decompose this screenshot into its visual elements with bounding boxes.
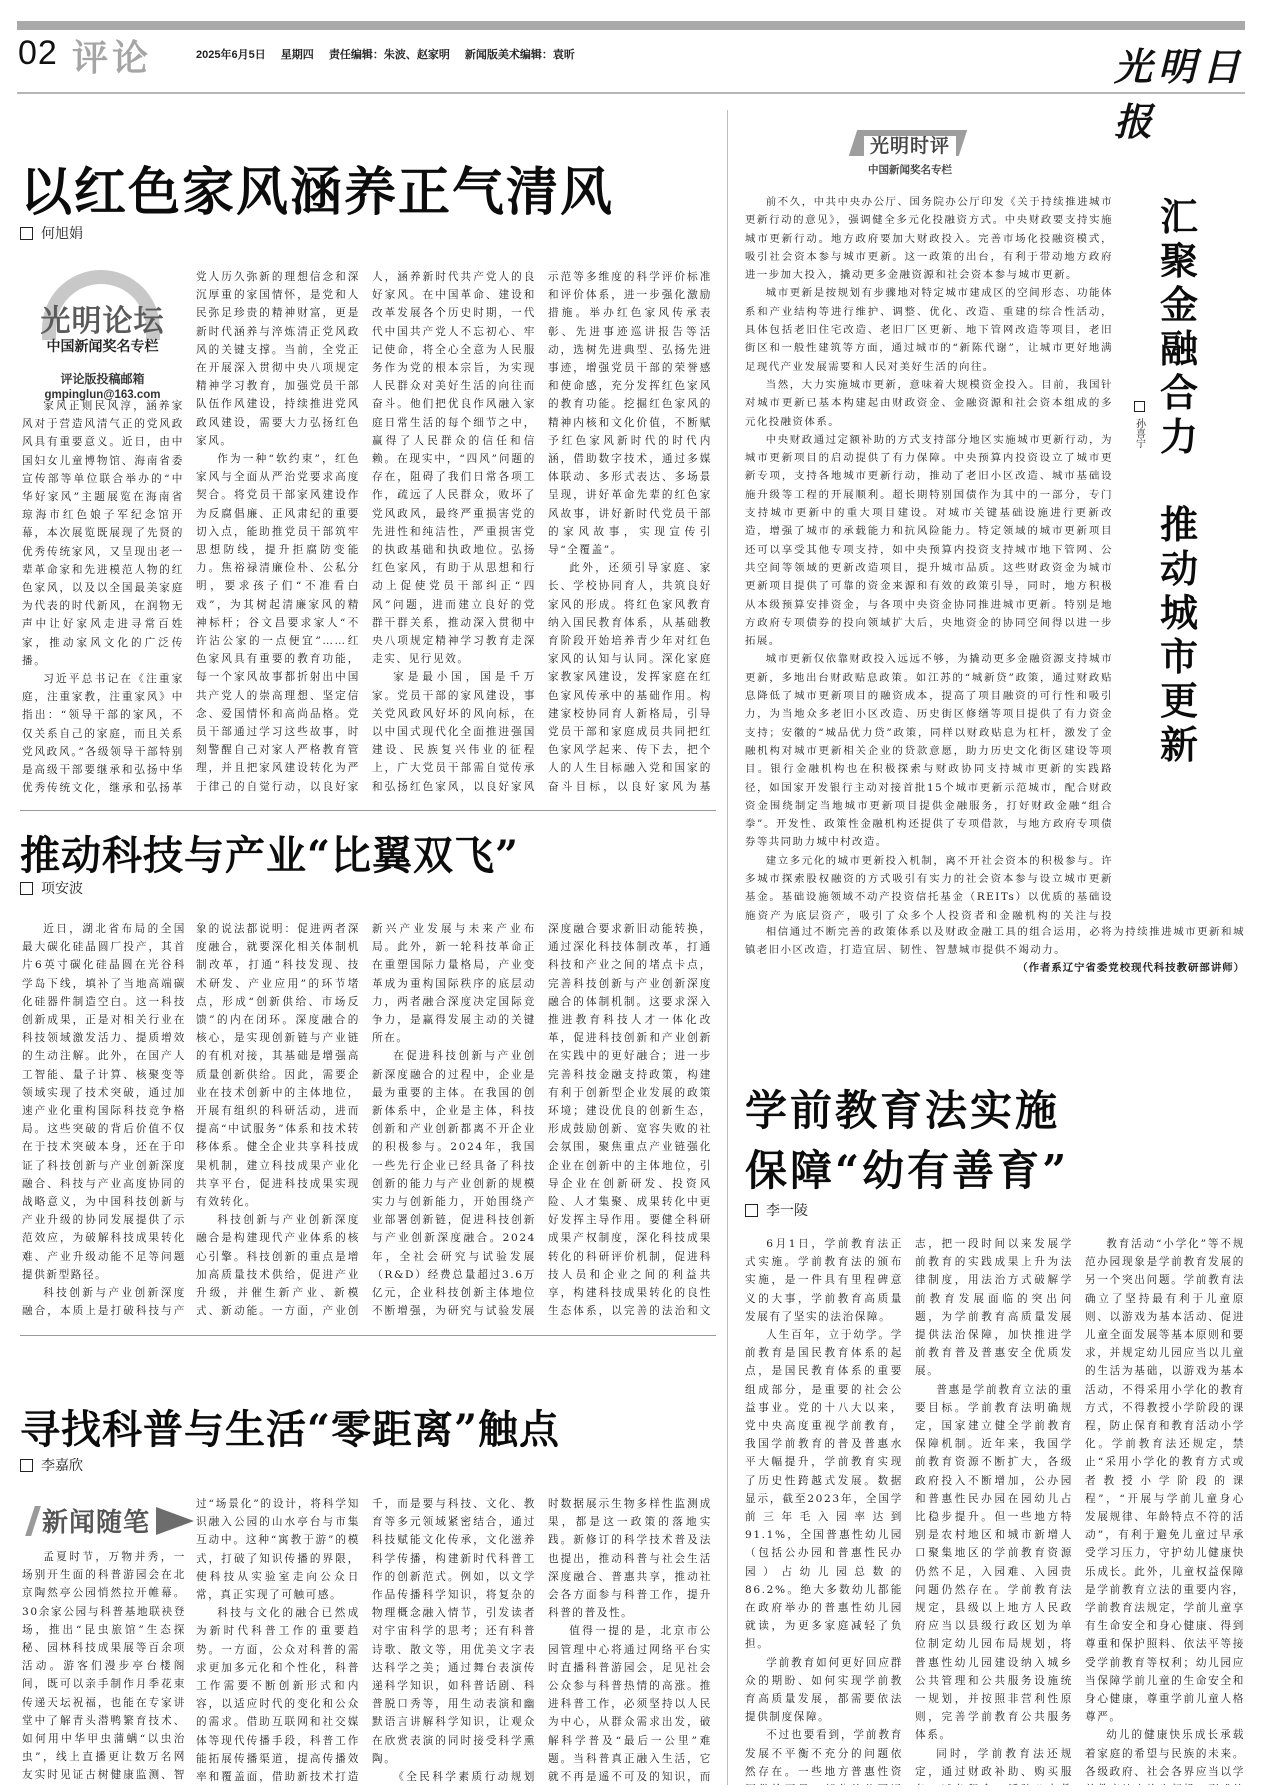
article-2-byline <box>20 878 83 898</box>
submission-mailbox-label: 评论版投稿邮箱 <box>60 372 145 386</box>
header-divider <box>17 92 1245 94</box>
paragraph: 人生百年，立于幼学。学前教育是国民教育体系的起点，是国民教育体系的重要组成部分，是重要的社会公益事业。党的十八大以来，党中央高度重视学前教育，我国学前教育的普及普惠水平大幅提升，学前教育实现了历史性跨越式发展。数据显示，截至2023年，全国学前三年毛入园率达到91.1%，全国普惠性幼儿园（包括公办园和普惠性民办园）占幼儿园总数的86.2%。绝大多数幼儿都能在政府举办的普惠性幼儿园就读，为更多家庭减轻了负担。 <box>745 1329 903 1651</box>
paragraph: 城市更新仅依靠财政投入远远不够，为撬动更多金融资源支持城市更新，多地出台财政贴息政策。如江苏的“城新贷”政策，通过财政贴息降低了城市更新项目的融资成本，提高了项目融资的可行性和吸引力，为当地众多老旧小区改造、历史街区修缮等项目提供了有力资金支持；安徽的“城品优力贷”政策，同样以财政贴息为杠杆，激发了金融机构对城市更新相关企业的贷款意愿，助力历史文化街区建设等项目。银行金融机构也在积极探索与财政协同支持城市更新的实践路径，如国家开发银行主动对接首批15个城市更新示范城市，配合财政资金围绕制定当地城市更新项目提供金融服务，打好财政金融“组合拳”。开发性、政策性金融机构还提供了专项借款，与地方政府专项债券等共同助力城中村改造。 <box>745 653 1113 849</box>
paragraph: 家风正则民风淳，涵养家风对于营造风清气正的党风政风具有重要意义。近日，由中国妇女儿童博物馆、海南省委宣传部等单位联合举办的“中华好家风”主题展览在海南省琼海市红色娘子军纪念馆开幕，本次展览既展现了先贤的优秀传统家风，又呈现出老一辈革命家和先进模范人物的红色家风，以及以全国最美家庭为代表的时代新风，在润物无声中让好家风走进寻常百姓家，推动家风文化的广泛传播。 <box>22 400 184 667</box>
paragraph: 党人历久弥新的理想信念和深沉厚重的家国情怀，是党和人民弥足珍贵的精神财富，更是新时代涵养与淬炼清正党风政风的关键支撑。当前，全党正在开展深入贯彻中央八项规定精神学习教育，加强党员干部队伍作风建设，持续推进党风政风建设，需要大力弘扬红色家风。 <box>196 271 360 447</box>
paragraph: 人，涵养新时代共产党人的良好家风。在中国革命、建设和改革发展各个历史时期，一代代中国共产党人不忘初心、牢记使命，将全心全意为人民服务作为党的根本宗旨，为实现人民群众对美好生活的向往而奋斗。他们把优良作风融入家庭日常生活的每个细节之中，赢得了人民群众的信任和信赖。在现实中，“四风”问题的存在，阻碍了我们日常各项工作，疏远了人民群众，败坏了党风政风，最终严重损害党的先进性和纯洁性，严重损害党的执政基础和执政地位。弘扬红色家风，有助于从思想和行动上促使党员干部纠正“四风”问题，进而建立良好的党群干群关系，推动深入贯彻中央八项规定精神学习教育走深走实、见行见效。 <box>372 271 536 666</box>
paragraph: 建立多元化的城市更新投入机制，离不开社会资本的积极参与。许多城市探索股权融资的方式吸引有实力的社会资本参与设立城市更新基金。基础设施领域不动产投资信托基金（REITs）以优质的基础设施资产为底层资产，吸引了众多个人投资者和金融机构的关注与投 <box>745 854 1113 922</box>
section-divider <box>20 1335 716 1336</box>
paragraph: 教育活动“小学化”等不规范办园现象是学前教育发展的另一个突出问题。学前教育法确立了坚持最有利于儿童原则、以游戏为基本活动、促进儿童全面发展等基本原则和要求，并规定幼儿园应当以儿童的生活为基础，以游戏为基本活动，不得采用小学化的教育方式，不得教授小学阶段的课程，防止保育和教育活动小学化。学前教育法还规定，禁止“采用小学化的教育方式或者教授小学阶段的课程”，“开展与学前儿童身心发展规律、年龄特点不符的活动”，有利于避免儿童过早承受学习压力，守护幼儿健康快乐成长。此外，儿童权益保障是学前教育立法的重要内容，学前教育法规定，学前儿童享有生命安全和身心健康、得到尊重和保护照料、依法平等接受学前教育等权利；幼儿园应当保障学前儿童的生命安全和身心健康，尊重学前儿童人格尊严。 <box>1085 1238 1245 1724</box>
issue-weekday: 星期四 <box>280 49 314 61</box>
paragraph: 作为一种“软约束”，红色家风与全面从严治党要求高度契合。将党员干部家风建设作为反腐倡廉、正风肃纪的重要切入点，能助推党员干部筑牢思想防线，提升拒腐防变能力。焦裕禄清廉俭朴、公私分明，要求孩子们“不准看白戏”，为其树起清廉家风的精神标杆；谷文昌要求家人“不许沾公家的一点便宜”……红色家风具有重要的教育功能，每一个家风故事都折射出中国共产党人的崇高理想、坚定信念、爱国情怀和高尚品格。党员干部通过学习这些故事，时刻警醒自己对家人严格教育管理，并且把家风建设转化为严于律己的自觉行动，以良好家 <box>196 453 360 793</box>
issue-date: 2025年6月5日 <box>196 49 266 61</box>
article-3-headline[interactable]: 寻找科普与生活“零距离”触点 <box>20 1406 561 1453</box>
article-4-headline-vertical[interactable] <box>1154 195 1204 767</box>
byline-box-icon <box>1134 401 1145 412</box>
headline-char: 更 <box>1159 678 1198 723</box>
headline-char: 动 <box>1159 546 1198 591</box>
paragraph: 深度融合要求新旧动能转换，通过深化科技体制改革，打通科技和产业之间的堵点卡点，完善科技创新与产业创新深度融合的体制机制。这要求深入推进教育科技人才一体化改革，促进科技创新和产业创新在实践中的更好融合；进一步完善科技金融支持政策，构建有利于创新型企业发展的政策环境；建设优良的创新生态，形成鼓励创新、宽容失败的社会氛围，聚焦重点产业链强化企业在创新中的主体地位，引导企业在创新研发、投资风险、人才集聚、成果转化中更好发挥主导作用。要健全科研成果产权制度，深化科技成果转化的科研评价机制，促进科技人员和企业之间的利益共享，构建科技成果转化的良性生态体系，以完善的法治和文 <box>548 923 712 1318</box>
news-notes-badge <box>30 1502 194 1539</box>
paragraph: 值得一提的是，北京市公园管理中心将通过网络平台实时直播科普游园会，足见社会公众参与科普热情的高涨。推进科普工作，必须坚持以人民为中心，从群众需求出发，破解科学普及“最后一公里”难题。当科普真正融入生活，它就不再是遥不可及的知识，而 <box>548 1625 712 1784</box>
article-2-column-3 <box>372 920 536 1320</box>
paragraph: 当然，大力实施城市更新，意味着大规模资金投入。目前，我国针对城市更新已基本构建起由财政资金、金融资源和社会资本组成的多元化投融资体系。 <box>745 378 1113 428</box>
header-meta <box>196 46 587 62</box>
forum-badge-title: 光明论坛 <box>40 305 165 338</box>
paragraph: 孟夏时节，万物并秀，一场别开生面的科普游园会在北京陶然亭公园悄然拉开帷幕。30余家公园与科普基地联袂登场，推出“昆虫旅馆”生态探秘、园林科技成果展等百余项活动。游客们漫步亭台楼阁间，既可以亲手制作月季花束传递天坛祝福，也能在专家讲堂中了解青头潜鸭繁育技术、如何用中华甲虫蒲螨“以虫治虫”，线上直播更让数万名网友实时见证古树健康监测、智 <box>22 1551 186 1782</box>
submission-email[interactable]: gmpinglun@163.com <box>44 389 161 401</box>
section-divider <box>20 810 716 811</box>
paragraph: 此外，还须引导家庭、家长、学校协同育人，共筑良好家风的形成。将红色家风教育纳入国民教育体系，从基础教育阶段开始培养青少年对红色家风的认知与认同。深化家庭家教家风建设，发挥家庭在红色家风传承中的基础作用。构建家校协同育人新格局，引导党员干部和家庭成员共同把红色家风学起来、传下去，把个人的人生目标融入党和国家的奋斗目标，以良好家风为基 <box>548 562 712 793</box>
headline-char: 新 <box>1159 722 1198 767</box>
paragraph: 同时，学前教育法还规定，通过财政补助、购买服 <box>915 1747 1073 1778</box>
article-2-author: 项安波 <box>41 881 83 897</box>
paragraph: 示范等多维度的科学评价标准和评价体系，进一步强化激励措施。举办红色家风传承表彰、先进事迹巡讲报告等活动，选树先进典型、弘扬先进事迹，增强党员干部的荣誉感和使命感，充分发挥红色家风的教育功能。挖掘红色家风的精神内核和文化价值，不断赋予红色家风新时代的时代内涵，借助数字技术，通过多媒体联动、多形式表达、多场景呈现，讲好革命先辈的红色家风故事，讲好新时代党员干部的家风故事，实现宣传引导“全覆盖”。 <box>548 271 712 557</box>
paragraph: 相信通过不断完善的政策体系以及财政金融工具的组合运用，必将为持续推进城市更新和城镇老旧小区改造，打造宜居、韧性、智慧城市提供不竭动力。 <box>745 926 1245 957</box>
article-2-headline[interactable]: 推动科技与产业“比翼双飞” <box>20 832 520 879</box>
headline-char: 聚 <box>1159 238 1198 283</box>
headline-char: 城 <box>1159 590 1198 635</box>
article-4-body-top <box>745 193 1113 923</box>
article-4-author: 孙喜宁 <box>1133 418 1145 448</box>
newspaper-masthead-logo: 光明日报 <box>1114 44 1247 144</box>
article-1-author: 何旭娟 <box>41 226 83 242</box>
badge-slash-decoration <box>25 1506 41 1536</box>
article-3-column-2 <box>196 1495 360 1785</box>
page-number: 02 <box>18 34 58 72</box>
paragraph: 科技创新与产业创新深度融合是构建现代产业体系的核心引擎。科技创新的重点是增加高质量技术供给，促进产业升级，并催生新产业、新模式、新动能。一方面，产业创 <box>196 1214 360 1318</box>
article-2-column-2 <box>196 920 360 1320</box>
article-3-column-3 <box>372 1495 536 1785</box>
article-5-headline-line-2[interactable]: 保障“幼有善育” <box>745 1146 1070 1195</box>
byline-box-icon <box>745 1204 758 1217</box>
paragraph: 《全民科学素质行动规划 <box>393 1771 536 1784</box>
commentary-badge-title: 光明时评 <box>864 136 956 157</box>
paragraph: 幼儿的健康快乐成长承载着家庭的希望与民族的未来。各级政府、社会各界应当以学 <box>1085 1729 1245 1778</box>
paragraph: 过“场景化”的设计，将科学知识融入公园的山水亭台与市集互动中。这种“寓教于游”的模式，打破了知识传播的界限，使科技从实验室走向公众日常，真正实现了可触可感。 <box>196 1498 360 1602</box>
paragraph: 时数据展示生物多样性监测成果，都是这一政策的落地实践。新修订的科学技术普及法也提出，推动科普与社会生活深度融合、普惠共享，推动社会各方面参与科普工作，提升科普的普及性。 <box>548 1498 712 1620</box>
article-5-column-1 <box>745 1235 903 1785</box>
article-3-byline <box>20 1455 83 1475</box>
article-4-byline <box>1130 401 1148 451</box>
article-1-column-4 <box>548 268 712 796</box>
article-1-byline <box>20 223 83 243</box>
headline-char: 推 <box>1159 502 1198 547</box>
article-5-byline <box>745 1200 808 1220</box>
article-2-column-1 <box>22 920 186 1320</box>
headline-gap <box>1154 459 1204 503</box>
paragraph: 在促进科技创新与产业创新深度融合的过程中，企业是最为重要的主体。在我国的创新体系中，企业是主体，科技创新和产业创新都离不开企业的积极参与。2024年，我国一些先行企业已经具备了科技创新的能力与产业创新的规模实力与创新能力，开始围绕产业部署创新链，促进科技创新与产业创新深度融合。2024年，全社会研究与试验发展（R&D）经费总量超过3.6万亿元，企业科技创新主体地位不断增强，为研究与试验发展 <box>372 1050 536 1318</box>
headline-char: 市 <box>1159 634 1198 679</box>
article-4-author-note: （作者系辽宁省委党校现代科技教研部讲师） <box>1017 962 1245 974</box>
paragraph: 不过也要看到，学前教育发展不平衡不充分的问题依然存在。一些地方普惠性资 <box>745 1729 903 1778</box>
article-5-column-2 <box>915 1235 1073 1785</box>
article-4-body-bottom <box>745 923 1245 995</box>
article-5-author: 李一陵 <box>766 1203 808 1219</box>
paragraph: 中央财政通过定额补助的方式支持部分地区实施城市更新行动，为城市更新项目的启动提供了有力保障。中央预算内投资设立了城市更新专项，支持各地城市更新行动，推动了老旧小区改造、城市基础设施升级等工程的开展顺利。超长期特别国债作为其中的一部分，专门支持城市更新中的重大项目建设。对城市关键基础设施进行更新改造，增强了城市的承载能力和抗风险能力。特定领域的城市更新项目还可以享受其他专项支持，如中央预算内投资支持城市地下管网、公共空间等领域的更新改造项目，提升城市品质。这些财政资金为城市更新项目提供了可靠的资金来源和有效的政策引导，同时，地方积极从本级预算安排资金，与各项中央资金协同推进城市更新。特别是地方政府专项债券的投向领域扩大后，央地资金的协同空间得以进一步拓展。 <box>745 433 1113 648</box>
article-3-author: 李嘉欣 <box>41 1458 83 1474</box>
paragraph: 象的说法都说明：促进两者深度融合，就要深化相关体制机制改革，打通“科技发现、技术研发、产业应用”的环节堵点，形成“创新供给、市场反馈”的内在闭环。深度融合的核心，是实现创新链与产业链的有机对接，其基础是增强高质量创新供给。因此，需要企业在技术创新中的主体地位，开展有组织的科研活动，进而提高“中试服务”体系和技术转移体系。健全企业共享科技成果机制，建立科技成果产业化共享平台，促进科技成果实现有效转化。 <box>196 923 360 1209</box>
paragraph: 6月1日，学前教育法正式实施。学前教育法的颁布实施，是一件具有里程碑意义的大事，学前教育高质量发展有了坚实的法治保障。 <box>745 1238 903 1323</box>
article-3-column-1 <box>22 1548 186 1784</box>
art-editor: 新闻版美术编辑：袁昕 <box>464 49 575 61</box>
byline-box-icon <box>20 227 33 240</box>
section-name: 评论 <box>72 37 153 79</box>
paragraph: 前不久，中共中央办公厅、国务院办公厅印发《关于持续推进城市更新行动的意见》，强调健全多元化投融资方式。中央财政要支持实施城市更新行动。地方政府要加大财政投入。完善市场化投融资模式，吸引社会资本参与城市更新。这一政策的出台，有利于带动地方政府进一步加大投入，撬动更多金融资源和社会资本参与城市更新。 <box>745 196 1113 282</box>
headline-char: 融 <box>1159 326 1198 371</box>
article-2-column-4 <box>548 920 712 1320</box>
paragraph: 科技与文化的融合已然成为新时代科普工作的重要趋势。一方面，公众对科普的需求更加多元化和个性化，科普工作需要不断创新形式和内容，以适应时代的变化和公众的需求。借助互联网和社交媒体等现代传播手段，科普工作能拓展传播渠道，提高传播效率和覆盖面，借助新技术打造 <box>196 1607 360 1784</box>
paragraph: 习近平总书记在《注重家庭，注重家教，注重家风》中指出：“领导干部的家风，不仅关系自己的家庭，而且关系党风政风。”各级领导干部特别是高级干部要继承和弘扬中华优秀传统文化，继承和弘扬革 <box>22 673 184 795</box>
paragraph: 千，而是要与科技、文化、教育等多元领域紧密结合，通过科技赋能文化传承，文化滋养科学传播，构建新时代科普工作的创新范式。例如，以文学作品传播科学知识，将复杂的物理概念融入情节，引发读者对宇宙科学的思考；还有科普诗歌、散文等，用优美文字表达科学之美；通过舞台表演传递科学知识，如科普话剧、科普脱口秀等，用生动表演和幽默语言讲解科学知识，让观众在欣赏表演的同时接受科学熏陶。 <box>372 1498 536 1765</box>
headline-char: 合 <box>1159 370 1198 415</box>
commentary-column-badge <box>845 130 975 177</box>
article-3-column-4 <box>548 1495 712 1785</box>
paragraph: 学前教育如何更好回应群众的期盼、如何实现学前教育高质量发展，都需要依法提供制度保障。 <box>745 1656 903 1724</box>
headline-char: 汇 <box>1159 194 1198 239</box>
paragraph: 家是最小国，国是千万家。党员干部的家风建设，事关党风政风好坏的风向标，在以中国式现代化全面推进强国建设、民族复兴伟业的征程上，广大党员干部需自觉传承和弘扬红色家风，以良好家风 <box>372 671 536 793</box>
forum-column-badge <box>20 270 185 401</box>
article-5-headline-line-1[interactable]: 学前教育法实施 <box>745 1086 1061 1135</box>
commentary-badge-subtitle: 中国新闻奖名专栏 <box>868 164 952 176</box>
byline-box-icon <box>20 882 33 895</box>
article-1-column-1 <box>22 397 184 797</box>
badge-arrow-decoration <box>156 1507 194 1535</box>
byline-box-icon <box>20 1459 33 1472</box>
paragraph: 普惠是学前教育立法的重要目标。学前教育法明确规定，国家建立健全学前教育保障机制。近年来，我国学前教育资源不断扩大，各级政府投入不断增加，公办园和普惠性民办园在园幼儿占比稳步提升。但一些地方特别是农村地区和城市新增人口聚集地区的学前教育资源仍然不足，入园难、入园贵问题仍然存在。学前教育法规定，县级以上地方人民政府应当以县级行政区划为单位制定幼儿园布局规划，将普惠性幼儿园建设纳入城乡公共管理和公共服务设施统一规划，并按照非营利性原则，完善学前教育公共服务体系。 <box>915 1383 1073 1742</box>
paragraph: 近日，湖北省布局的全国最大碳化硅晶圆厂投产，其首片6英寸碳化硅晶圆在光谷科学岛下线，填补了当地高端碳化硅器件制造空白。这一科技创新成果，正是对相关行业在科技领域激发活力、提质增效的生动注解。此外，在国产人工智能、量子计算、核聚变等领域实现了技术突破，通过加速产业化重构国际科技竞争格局。这些突破的背后价值不仅在于技术突破本身，还在于印证了科技创新与产业创新深度融合、科技与产业高度协同的战略意义，为中国科技创新与产业升级的协同发展提供了示范效应，为破解科技成果转化难、产业升级动能不足等问题提供新型路径。 <box>22 923 186 1281</box>
article-1-column-3 <box>372 268 536 796</box>
paragraph: 城市更新是按规划有步骤地对特定城市建成区的空间形态、功能体系和产业结构等进行维护、调整、优化、改造、重建的综合性活动，具体包括老旧住宅改造、老旧厂区更新、地下管网改造等项目，老旧街区和一般性建筑等方面，通过城市的“新陈代谢”，让城市更好地满足现代产业发展需要和人民对美好生活的向往。 <box>745 287 1113 373</box>
news-notes-badge-title: 新闻随笔 <box>42 1507 151 1537</box>
paragraph: 科技创新与产业创新深度融合，本质上是打破科技与产 <box>22 1287 186 1318</box>
article-5-column-3 <box>1085 1235 1245 1785</box>
forum-badge-subtitle: 中国新闻奖名专栏 <box>46 338 159 354</box>
column-separator <box>727 110 728 1785</box>
paragraph: 新兴产业发展与未来产业布局。此外，新一轮科技革命正在重塑国际力量格局，产业变革成为重构国际秩序的底层动力，两者融合深度决定国际竞争力，是赢得发展主动的关键所在。 <box>372 923 536 1045</box>
paragraph: 志，把一段时间以来发展学前教育的实践成果上升为法律制度，用法治方式破解学前教育发展面临的突出问题，为学前教育高质量发展提供法治保障，加快推进学前教育普及普惠安全优质发展。 <box>915 1238 1073 1378</box>
article-1-column-2 <box>196 268 360 796</box>
header-top-bar <box>17 21 1245 30</box>
headline-char: 金 <box>1159 282 1198 327</box>
headline-char: 力 <box>1159 414 1198 459</box>
responsible-editors: 责任编辑：朱波、赵家明 <box>328 49 450 61</box>
article-1-headline[interactable]: 以红色家风涵养正气清风 <box>20 162 615 223</box>
